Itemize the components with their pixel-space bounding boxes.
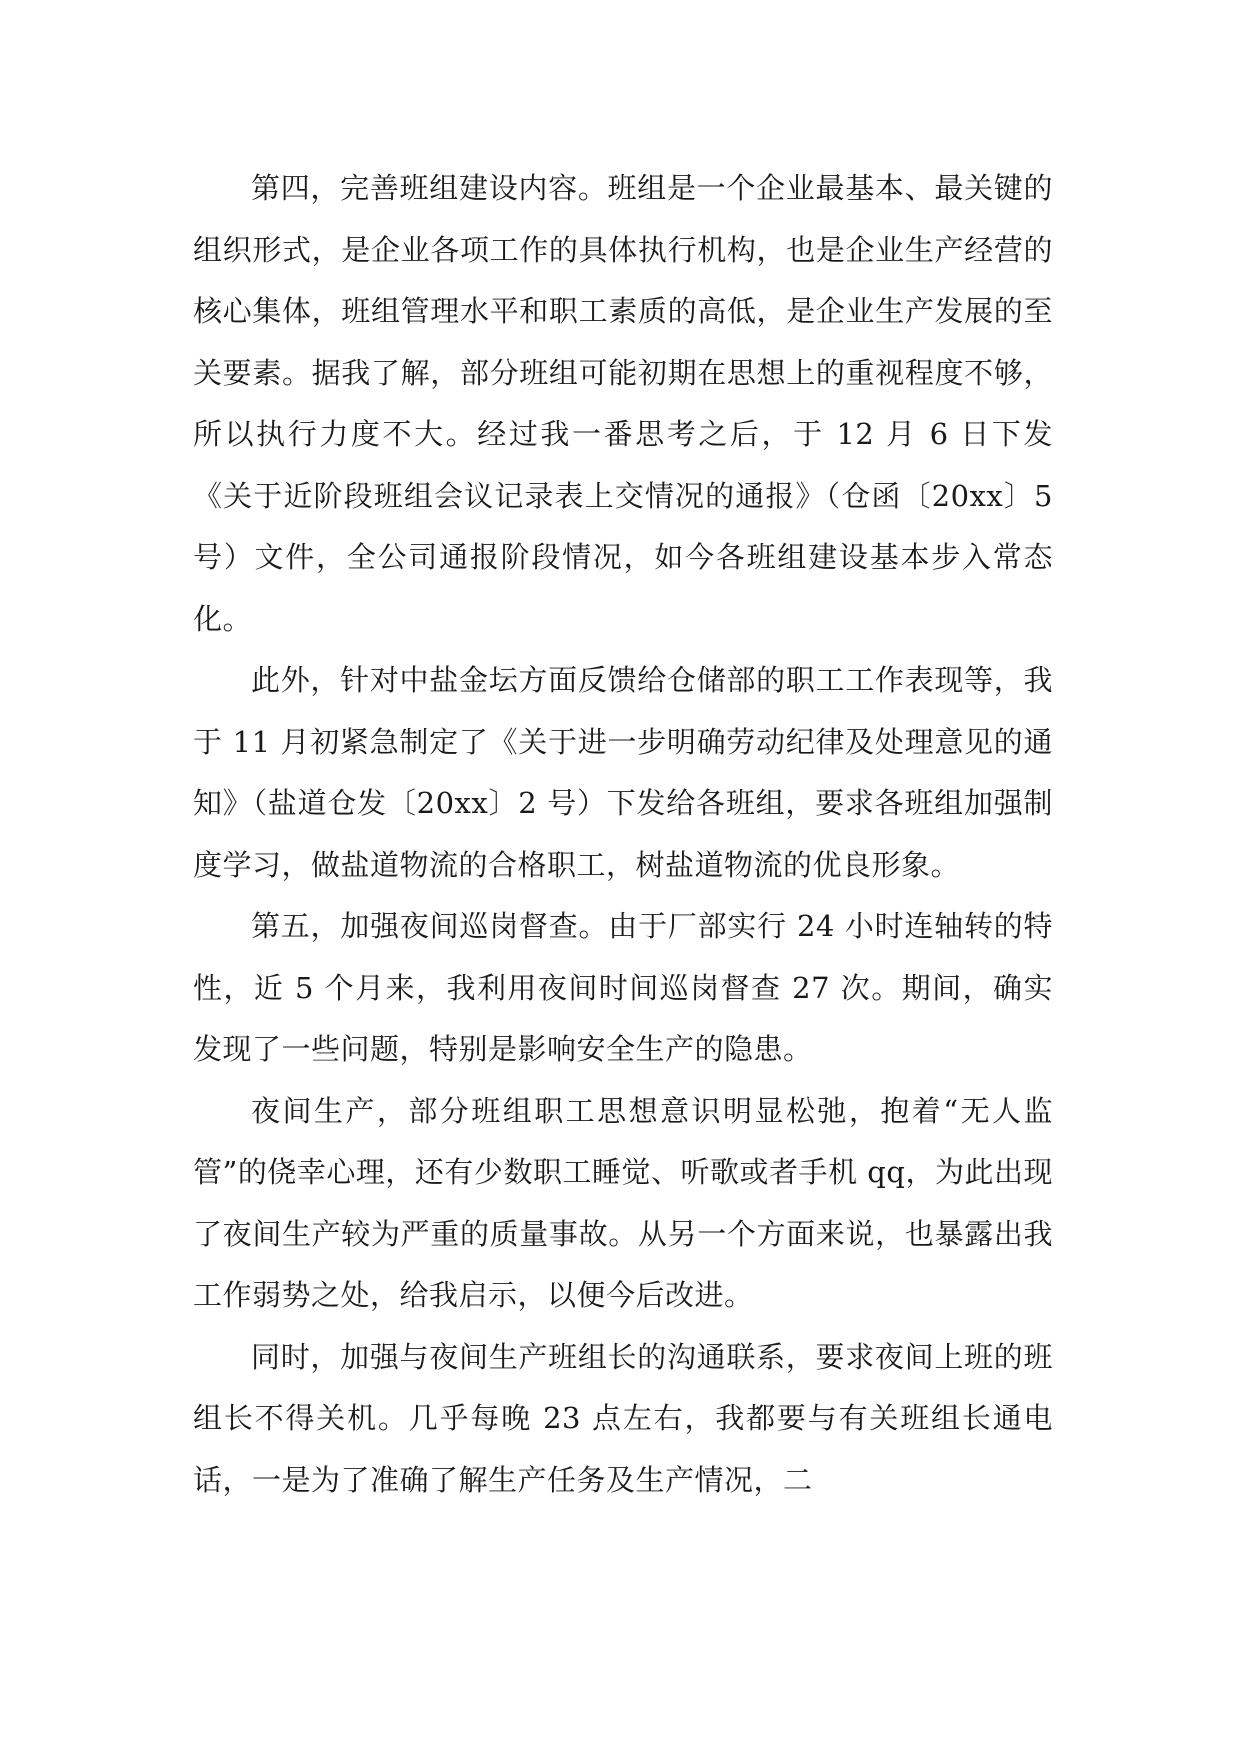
- paragraph-team-building: 第四，完善班组建设内容。班组是一个企业最基本、最关键的组织形式，是企业各项工作的具体执行机构，也是企业生产经营的核心集体，班组管理水平和职工素质的高低，是企业生产发展的至关要素。据我了解，部分班组可能初期在思想上的重视程度不够，所以执行力度不大。经过我一番思考之后，于 12 月 6 日下发《关于近阶段班组会议记录表上交情况的通报》（仓函〔20xx〕5 号）文件，全公司通报阶段情况，如今各班组建设基本步入常态化。: [193, 171, 1053, 636]
- paragraph-team-leader-contact: 同时，加强与夜间生产班组长的沟通联系，要求夜间上班的班组长不得关机。几乎每晚 23 点左右，我都要与有关班组长通电话，一是为了准确了解生产任务及生产情况，二: [193, 1339, 1053, 1497]
- paragraph-night-production: 夜间生产，部分班组职工思想意识明显松弛，抱着“无人监管”的侥幸心理，还有少数职工睡觉、听歌或者手机 qq，为此出现了夜间生产较为严重的质量事故。从另一个方面来说，也暴露出我工作弱势之处，给我启示，以便今后改进。: [193, 1093, 1053, 1312]
- paragraph-night-patrol: 第五，加强夜间巡岗督查。由于厂部实行 24 小时连轴转的特性，近 5 个月来，我利用夜间时间巡岗督查 27 次。期间，确实发现了一些问题，特别是影响安全生产的隐患。: [193, 909, 1053, 1066]
- paragraph-labor-discipline: 此外，针对中盐金坛方面反馈给仓储部的职工工作表现等，我于 11 月初紧急制定了《关于进一步明确劳动纪律及处理意见的通知》（盐道仓发〔20xx〕2 号）下发给各班组，要求各班组加强制度学习，做盐道物流的合格职工，树盐道物流的优良形象。: [193, 663, 1053, 882]
- document-body: [193, 158, 1053, 1511]
